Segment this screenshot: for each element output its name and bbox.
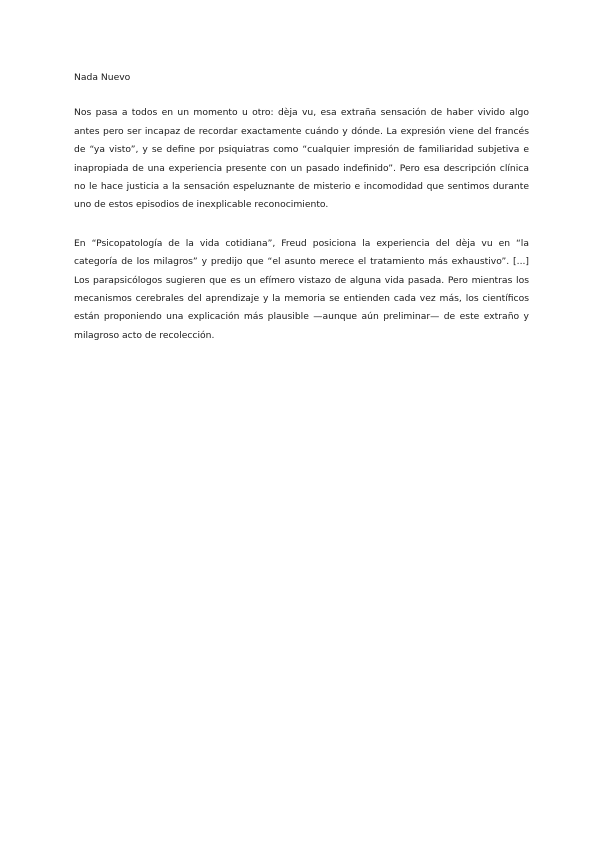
paragraph-2: En “Psicopatología de la vida cotidiana”, Freud posiciona la experiencia del dèja vu en “la categoría de los milagros” y predijo que “el asunto merece el tratamiento más exhaustivo”. [...] Los parapsicólogos sugieren que es un efímero vistazo de alguna vida pasada. Pero mientras los mecanismos cerebrales del aprendizaje y la memoria se entienden cada vez más, los científicos están proponiendo una explicación más plausible —aunque aún preliminar— de este extraño y milagroso acto de recolección. xyxy=(74,237,529,341)
document-title: Nada Nuevo xyxy=(74,72,131,83)
paragraph-1: Nos pasa a todos en un momento u otro: dèja vu, esa extraña sensación de haber vivido algo antes pero ser incapaz de recordar exactamente cuándo y dónde. La expresión viene del francés de “ya visto”, y se define por psiquiatras como “cualquier impresión de familiaridad subjetiva e inapropiada de una experiencia presente con un pasado indefinido”. Pero esa descripción clínica no le hace justicia a la sensación espeluznante de misterio e incomodidad que sentimos durante uno de estos episodios de inexplicable reconocimiento. xyxy=(74,107,529,211)
document-body xyxy=(74,69,529,365)
